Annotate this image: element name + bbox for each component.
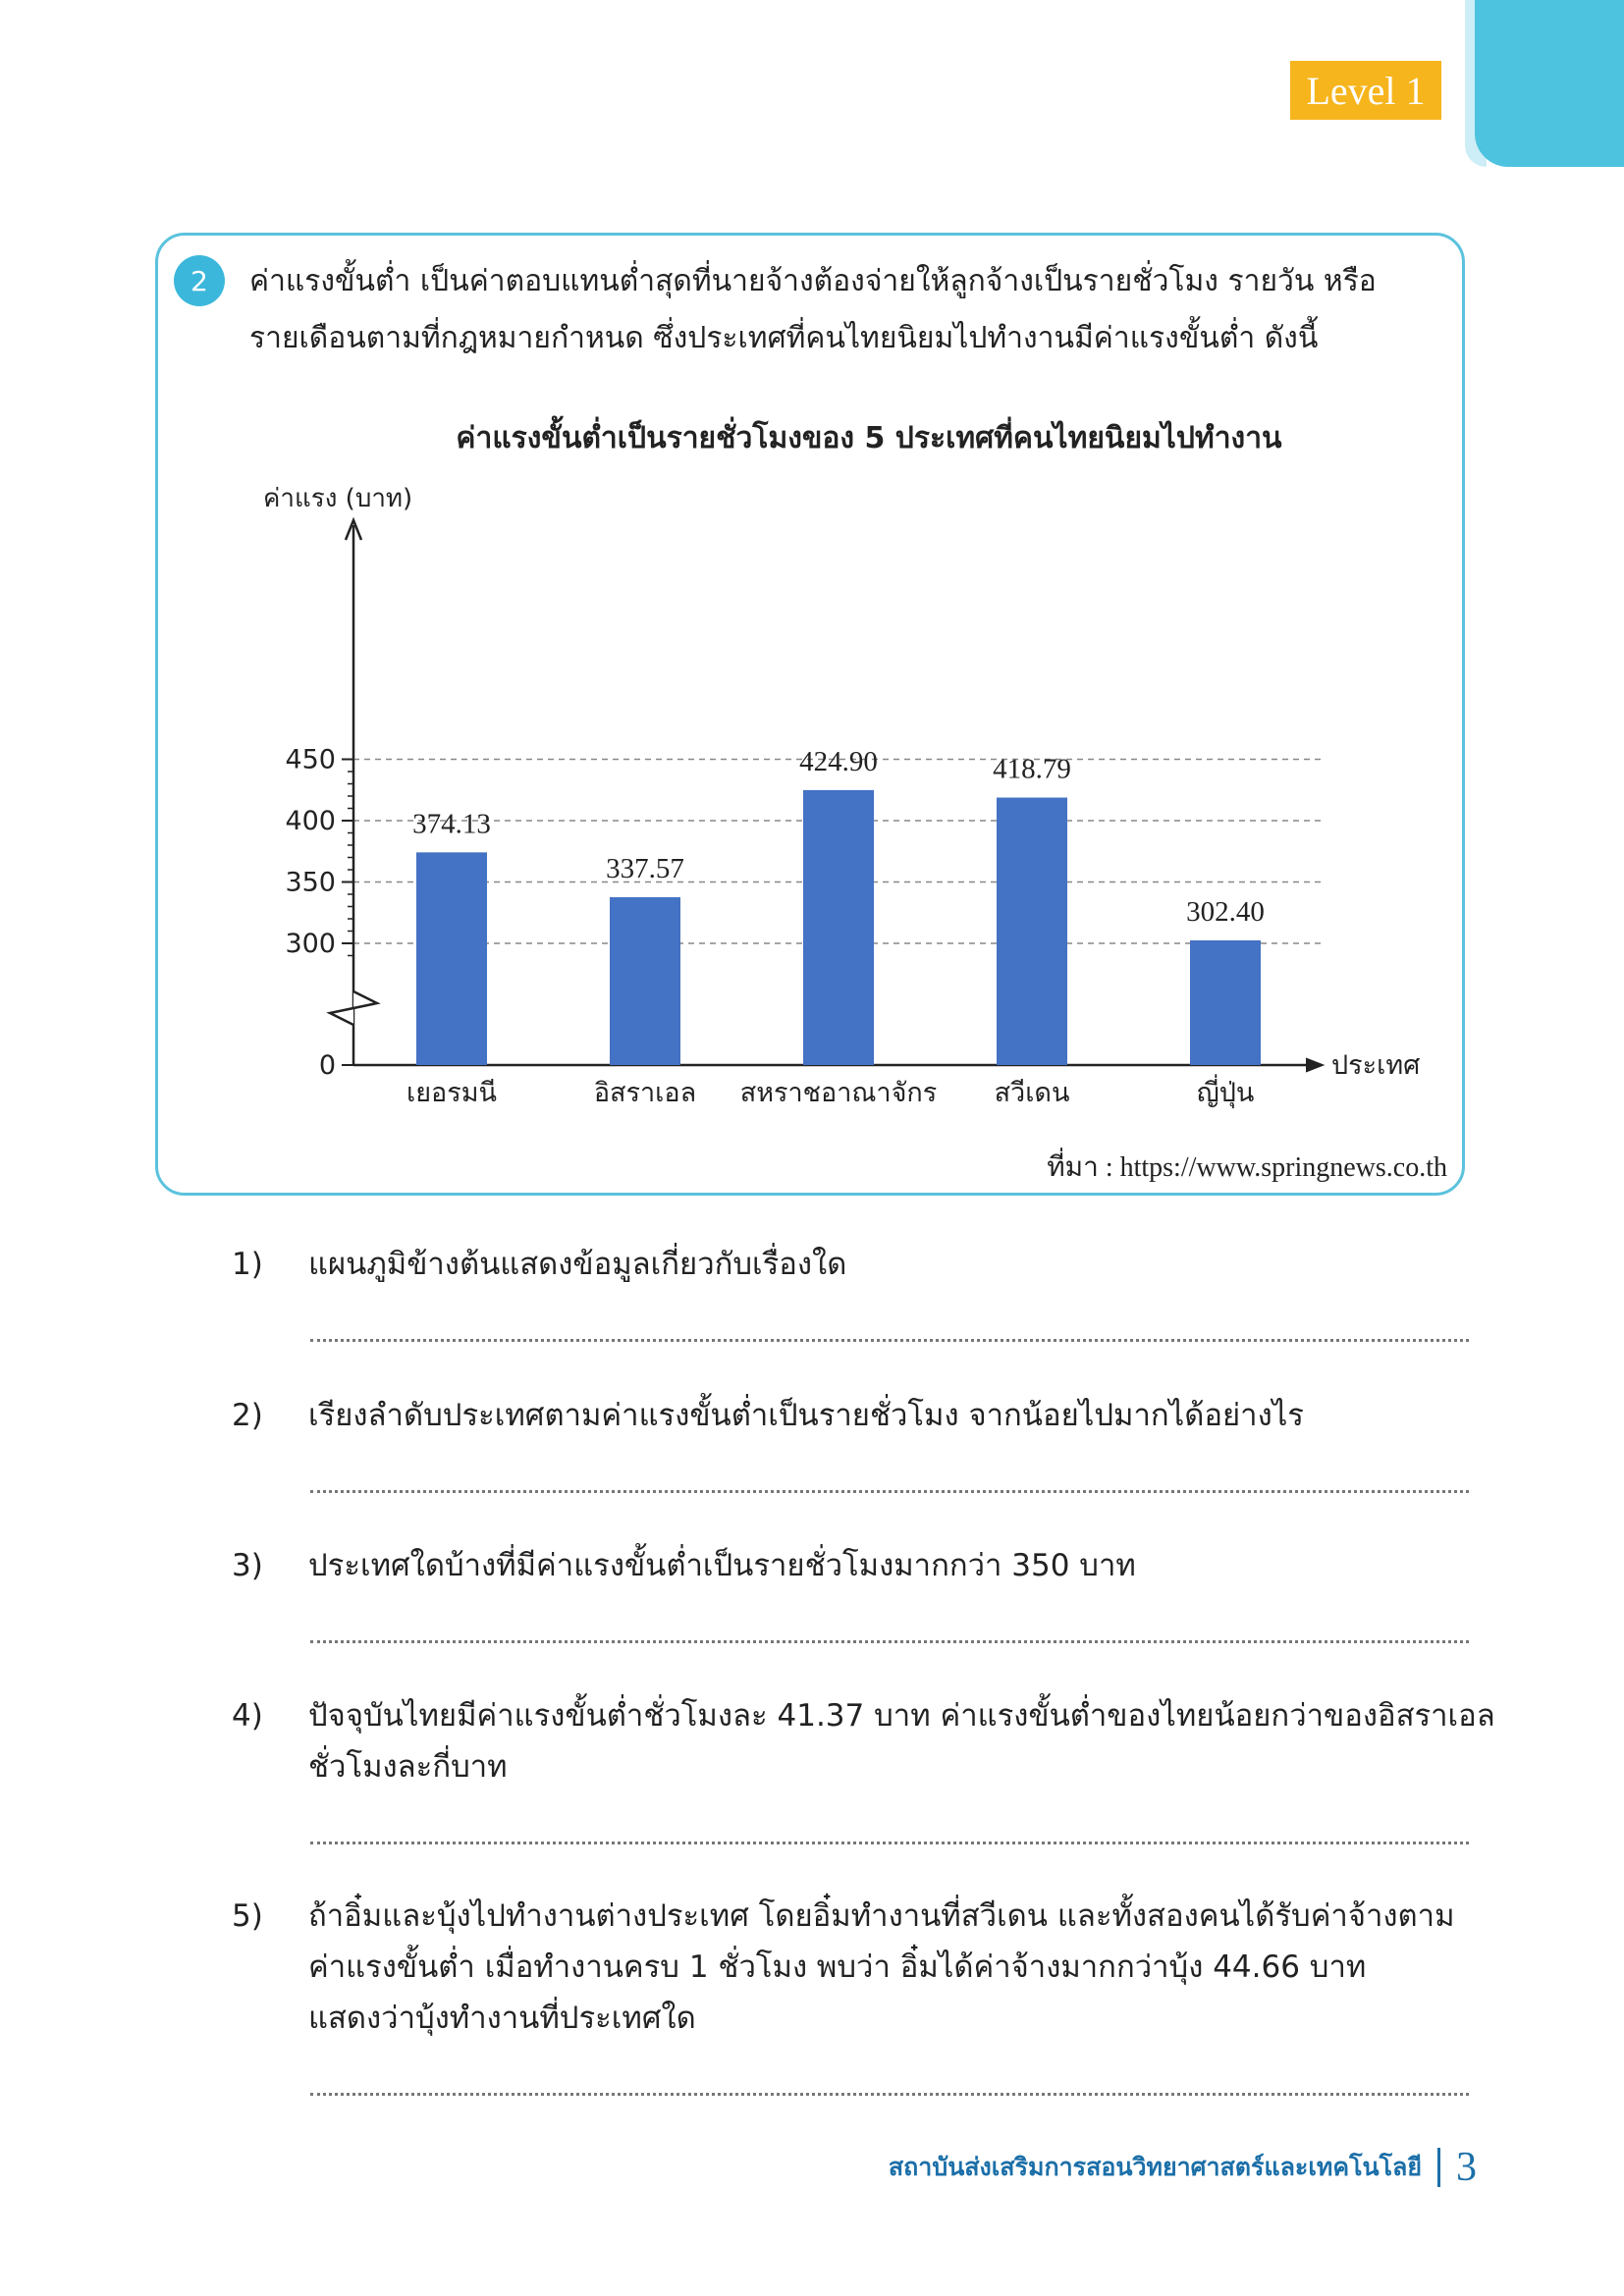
question-1-number: 1) (232, 1247, 263, 1282)
x-tick-label: ญี่ปุ่น (1196, 1078, 1255, 1108)
question-3-number: 3) (232, 1548, 263, 1583)
y-tick-label: 300 (285, 929, 336, 959)
y-tick-label: 450 (285, 744, 336, 775)
question-3-text (308, 1540, 1467, 1591)
question-line: ชั่วโมงละกี่บาท (308, 1749, 508, 1785)
bar (803, 790, 874, 1065)
chart-title: ค่าแรงขั้นต่ำเป็นรายชั่วโมงของ 5 ประเทศที่คนไทยนิยมไปทำงาน (456, 421, 1282, 455)
question-1-text (308, 1239, 1467, 1290)
y-tick-label: 0 (318, 1050, 336, 1081)
question-5-number: 5) (232, 1898, 263, 1934)
question-line: แผนภูมิข้างต้นแสดงข้อมูลเกี่ยวกับเรื่องใด (308, 1247, 847, 1282)
intro-line-2: รายเดือนตามที่กฎหมายกำหนด ซึ่งประเทศที่คนไทยนิยมไปทำงานมีค่าแรงขั้นต่ำ ดังนี้ (249, 321, 1319, 355)
answer-line-1[interactable] (310, 1339, 1469, 1342)
answer-line-2[interactable] (310, 1490, 1469, 1493)
page-number: 3 (1456, 2145, 1477, 2190)
data-label: 418.79 (993, 753, 1071, 785)
y-tick-label: 350 (285, 867, 336, 898)
axis-break-symbol (330, 991, 377, 1025)
question-5-text (308, 1891, 1467, 2044)
question-4-number: 4) (232, 1698, 263, 1734)
question-line: ประเทศใดบ้างที่มีค่าแรงขั้นต่ำเป็นรายชั่วโมงมากกว่า 350 บาท (308, 1548, 1136, 1583)
data-label: 374.13 (412, 808, 491, 840)
x-axis-label: ประเทศ (1331, 1050, 1421, 1081)
x-axis-arrow (1306, 1058, 1324, 1072)
y-tick-label: 400 (285, 806, 336, 836)
answer-line-3[interactable] (310, 1640, 1469, 1643)
x-tick-label: อิสราเอล (593, 1078, 697, 1108)
bar (416, 852, 487, 1065)
question-line: ถ้าอิ๋มและบุ้งไปทำงานต่างประเทศ โดยอิ๋มทำงานที่สวีเดน และทั้งสองคนได้รับค่าจ้างตาม (308, 1898, 1455, 1934)
bar (1190, 940, 1261, 1065)
question-line: ค่าแรงขั้นต่ำ เมื่อทำงานครบ 1 ชั่วโมง พบว่า อิ๋มได้ค่าจ้างมากกว่าบุ้ง 44.66 บาท (308, 1949, 1367, 1985)
x-tick-label: สวีเดน (994, 1078, 1070, 1108)
data-label: 302.40 (1186, 896, 1265, 928)
answer-line-5[interactable] (310, 2093, 1469, 2096)
level-badge: Level 1 (1290, 61, 1441, 120)
question-2-number: 2) (232, 1398, 263, 1433)
footer-institution: สถาบันส่งเสริมการสอนวิทยาศาสตร์และเทคโนโลยี (888, 2153, 1422, 2181)
question-2-text (308, 1390, 1467, 1441)
answer-line-4[interactable] (310, 1842, 1469, 1844)
footer-divider (1437, 2148, 1440, 2187)
question-number-badge: 2 (174, 255, 225, 306)
chart-source: ที่มา : https://www.springnews.co.th (1047, 1152, 1447, 1183)
x-tick-label: สหราชอาณาจักร (739, 1078, 938, 1108)
bar (610, 897, 680, 1065)
footer (889, 2144, 1477, 2191)
question-line: ปัจจุบันไทยมีค่าแรงขั้นต่ำชั่วโมงละ 41.37 บาท ค่าแรงขั้นต่ำของไทยน้อยกว่าของอิสราเอล (308, 1698, 1495, 1734)
question-line: แสดงว่าบุ้งทำงานที่ประเทศใด (308, 2001, 696, 2036)
x-tick-label: เยอรมนี (406, 1078, 498, 1108)
bar (997, 798, 1067, 1065)
data-label: 337.57 (606, 853, 684, 885)
question-4-text (308, 1690, 1495, 1792)
question-line: เรียงลำดับประเทศตามค่าแรงขั้นต่ำเป็นรายชั่วโมง จากน้อยไปมากได้อย่างไร (308, 1398, 1304, 1433)
data-label: 424.90 (799, 745, 878, 777)
intro-line-1: ค่าแรงขั้นต่ำ เป็นค่าตอบแทนต่ำสุดที่นายจ้างต้องจ่ายให้ลูกจ้างเป็นรายชั่วโมง รายวัน หรือ (249, 264, 1377, 298)
y-axis-label: ค่าแรง (บาท) (263, 484, 413, 513)
